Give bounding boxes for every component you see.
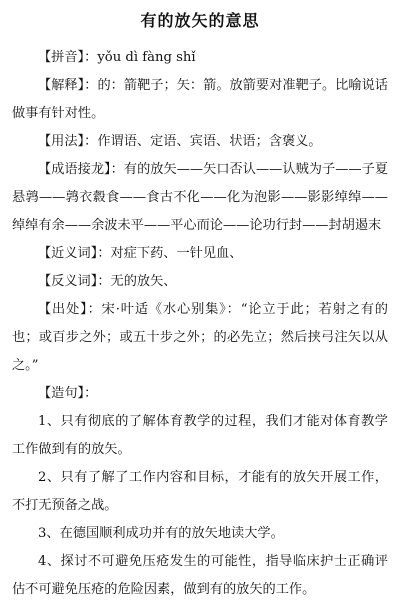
pinyin-label: 【拼音】 [38,50,85,65]
example-sentences-label: 【造句】 [38,386,85,401]
example-sentence: 3、在德国顺利成功并有的放矢地读大学。 [38,526,284,541]
usage-section [12,128,388,156]
page-title: 有的放矢的意思 [140,11,260,30]
usage-text: ：作谓语、定语、宾语、状语；含褒义。 [84,134,322,149]
definition-label: 【解释】 [38,78,85,93]
idiom-chain-section [12,156,388,240]
usage-label: 【用法】 [38,134,85,149]
antonyms-section [12,268,388,296]
antonyms-label: 【反义词】 [38,274,98,289]
definition-text: ：的：箭靶子；矢：箭。放箭要对准靶子。比喻说话做事有针对性。 [12,78,388,121]
synonyms-label: 【近义词】 [38,246,98,261]
definition-section [12,72,388,128]
example-sentence: 1、只有彻底的了解体育教学的过程，我们才能对体育教学工作做到有的放矢。 [12,414,388,457]
synonyms-text: ：对症下药、一针见血、 [97,246,243,261]
antonyms-text: ：无的放矢、 [97,274,177,289]
pinyin-text: ：yǒu dì fàng shǐ [84,50,196,65]
example-sentence: 2、只有了解了工作内容和目标，才能有的放矢开展工作，不打无预备之战。 [12,470,388,513]
idiom-chain-text: ：有的放矢——矢口否认——认贼为子——子夏悬鹑——鹑衣縠食——食古不化——化为泡影——影影绰绰——绰绰有余——余波未平——平心而论——论功行封——封胡遏末 [12,162,389,233]
source-section [12,296,388,380]
synonyms-section [12,240,388,268]
source-text: ：宋·叶适《水心别集》：“论立于此；若射之有的也；或百步之外；或五十步之外；的必先立；然后挟弓注矢以从之。” [12,302,388,373]
source-label: 【出处】 [38,302,88,317]
example-sentences-header [12,380,388,408]
pinyin-section [12,44,388,72]
example-sentence: 4、探讨不可避免压疮发生的可能性，指导临床护士正确评估不可避免压疮的危险因素，做到有的放矢的工作。 [12,554,388,597]
example-sentences-colon: ： [84,386,98,401]
idiom-chain-label: 【成语接龙】 [38,162,111,177]
